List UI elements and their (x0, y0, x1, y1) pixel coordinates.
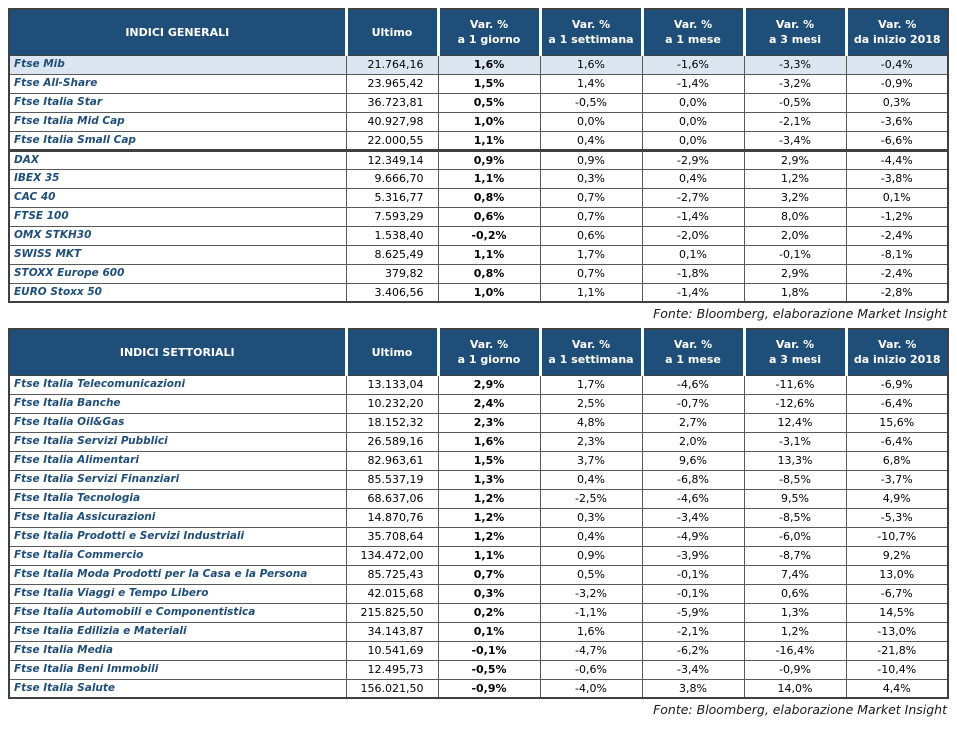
var-pct-value-cell: 0,3% (540, 169, 642, 188)
var-pct-value-cell: -6,0% (744, 527, 846, 546)
var-pct-value-cell: 2,9% (744, 264, 846, 283)
index-row (9, 188, 948, 207)
var-pct-value-cell: -0,5% (744, 93, 846, 112)
index-row (9, 375, 948, 394)
var-pct-value-cell: 12,4% (744, 413, 846, 432)
index-row (9, 527, 948, 546)
var-pct-value-cell: -0,7% (642, 394, 744, 413)
index-row (9, 55, 948, 74)
var-pct-value-cell: -2,8% (846, 283, 948, 302)
var-pct-value-cell: -8,1% (846, 245, 948, 264)
header-line-1: Var. % (878, 338, 917, 352)
var-pct-value-cell: 0,5% (438, 93, 540, 112)
var-pct-value-cell: 0,9% (438, 150, 540, 169)
index-row (9, 660, 948, 679)
var-pct-value-cell: -6,4% (846, 432, 948, 451)
index-row (9, 226, 948, 245)
index-name-cell: EURO Stoxx 50 (9, 283, 346, 302)
var-pct-value-cell: -16,4% (744, 641, 846, 660)
var-pct-value-cell: -6,7% (846, 584, 948, 603)
ultimo-value-cell: 26.589,16 (346, 432, 438, 451)
indici-generali-body (9, 55, 948, 302)
header-line-2: a 1 settimana (548, 33, 634, 47)
var-pct-value-cell: 3,2% (744, 188, 846, 207)
var-pct-value-cell: 0,5% (540, 565, 642, 584)
var-pct-value-cell: -6,4% (846, 394, 948, 413)
var-pct-value-cell: 2,4% (438, 394, 540, 413)
var-pct-value-cell: -13,0% (846, 622, 948, 641)
col-header-var-1-settimana (540, 9, 642, 55)
index-name-cell: Ftse Italia Mid Cap (9, 112, 346, 131)
var-pct-value-cell: 1,8% (744, 283, 846, 302)
index-row (9, 641, 948, 660)
header-line-2: a 1 giorno (457, 353, 521, 367)
var-pct-value-cell: -3,3% (744, 55, 846, 74)
var-pct-value-cell: 7,4% (744, 565, 846, 584)
var-pct-value-cell: -2,4% (846, 226, 948, 245)
var-pct-value-cell: -2,1% (744, 112, 846, 131)
var-pct-value-cell: -2,5% (540, 489, 642, 508)
col-header-var-1-mese (642, 9, 744, 55)
var-pct-value-cell: 1,1% (438, 131, 540, 150)
index-name-cell: Ftse Italia Assicurazioni (9, 508, 346, 527)
index-name-cell: Ftse Italia Alimentari (9, 451, 346, 470)
var-pct-value-cell: 1,6% (540, 622, 642, 641)
ultimo-value-cell: 35.708,64 (346, 527, 438, 546)
ultimo-value-cell: 9.666,70 (346, 169, 438, 188)
var-pct-value-cell: -1,2% (846, 207, 948, 226)
col-header-var-1-giorno (438, 329, 540, 375)
ultimo-value-cell: 85.725,43 (346, 565, 438, 584)
header-line-2: a 1 mese (665, 353, 721, 367)
index-name-cell: Ftse Italia Prodotti e Servizi Industriali (9, 527, 346, 546)
var-pct-value-cell: 0,8% (438, 264, 540, 283)
var-pct-value-cell: 1,2% (744, 169, 846, 188)
index-row (9, 622, 948, 641)
var-pct-value-cell: 0,6% (438, 207, 540, 226)
ultimo-value-cell: 85.537,19 (346, 470, 438, 489)
var-pct-value-cell: 0,2% (438, 603, 540, 622)
var-pct-value-cell: 13,0% (846, 565, 948, 584)
index-row (9, 470, 948, 489)
ultimo-value-cell: 34.143,87 (346, 622, 438, 641)
col-header-ultimo: Ultimo (346, 9, 438, 55)
var-pct-value-cell: 2,3% (540, 432, 642, 451)
indici-generali-header (9, 9, 948, 55)
var-pct-value-cell: 6,8% (846, 451, 948, 470)
header-line-2: a 3 mesi (769, 33, 821, 47)
var-pct-value-cell: 4,9% (846, 489, 948, 508)
header-line-2: da inizio 2018 (853, 353, 941, 367)
var-pct-value-cell: -3,4% (642, 660, 744, 679)
header-line-1: Var. % (775, 338, 815, 352)
var-pct-value-cell: 1,6% (438, 432, 540, 451)
ultimo-value-cell: 42.015,68 (346, 584, 438, 603)
var-pct-value-cell: -4,0% (540, 679, 642, 698)
index-name-cell: STOXX Europe 600 (9, 264, 346, 283)
var-pct-value-cell: -4,7% (540, 641, 642, 660)
var-pct-value-cell: -8,5% (744, 470, 846, 489)
var-pct-value-cell: -0,1% (642, 565, 744, 584)
col-header-var-1-settimana (540, 329, 642, 375)
var-pct-value-cell: 2,3% (438, 413, 540, 432)
ultimo-value-cell: 23.965,42 (346, 74, 438, 93)
table-title-indici-settoriali: INDICI SETTORIALI (9, 329, 346, 375)
var-pct-value-cell: -0,9% (438, 679, 540, 698)
var-pct-value-cell: 0,3% (540, 508, 642, 527)
col-header-var-1-giorno (438, 9, 540, 55)
var-pct-value-cell: -3,4% (642, 508, 744, 527)
header-line-1: Var. % (469, 338, 509, 352)
var-pct-value-cell: -3,8% (846, 169, 948, 188)
var-pct-value-cell: -1,4% (642, 207, 744, 226)
var-pct-value-cell: 0,7% (540, 264, 642, 283)
index-row (9, 131, 948, 150)
col-header-var-inizio-2018 (846, 9, 948, 55)
var-pct-value-cell: -4,9% (642, 527, 744, 546)
ultimo-value-cell: 14.870,76 (346, 508, 438, 527)
ultimo-value-cell: 18.152,32 (346, 413, 438, 432)
ultimo-value-cell: 36.723,81 (346, 93, 438, 112)
var-pct-value-cell: 2,5% (540, 394, 642, 413)
var-pct-value-cell: 1,0% (438, 112, 540, 131)
index-name-cell: FTSE 100 (9, 207, 346, 226)
header-line-2: da inizio 2018 (853, 33, 941, 47)
var-pct-value-cell: -1,4% (642, 283, 744, 302)
header-line-2: a 1 giorno (457, 33, 521, 47)
var-pct-value-cell: -1,1% (540, 603, 642, 622)
var-pct-value-cell: 1,2% (438, 508, 540, 527)
ultimo-value-cell: 68.637,06 (346, 489, 438, 508)
var-pct-value-cell: -3,2% (744, 74, 846, 93)
var-pct-value-cell: -0,1% (744, 245, 846, 264)
index-name-cell: Ftse Italia Automobili e Componentistica (9, 603, 346, 622)
var-pct-value-cell: 1,4% (540, 74, 642, 93)
var-pct-value-cell: 0,4% (642, 169, 744, 188)
var-pct-value-cell: 1,5% (438, 74, 540, 93)
var-pct-value-cell: 3,7% (540, 451, 642, 470)
index-name-cell: OMX STKH30 (9, 226, 346, 245)
ultimo-value-cell: 40.927,98 (346, 112, 438, 131)
var-pct-value-cell: -2,1% (642, 622, 744, 641)
index-name-cell: Ftse Italia Servizi Finanziari (9, 470, 346, 489)
col-header-var-1-mese (642, 329, 744, 375)
header-line-1: Var. % (775, 18, 815, 32)
table-title-indici-generali: INDICI GENERALI (9, 9, 346, 55)
header-line-1: Var. % (571, 338, 611, 352)
col-header-var-3-mesi (744, 329, 846, 375)
var-pct-value-cell: -3,7% (846, 470, 948, 489)
index-name-cell: Ftse Italia Star (9, 93, 346, 112)
var-pct-value-cell: 2,0% (642, 432, 744, 451)
ultimo-value-cell: 10.232,20 (346, 394, 438, 413)
var-pct-value-cell: -2,4% (846, 264, 948, 283)
header-line-1: Var. % (469, 18, 509, 32)
index-name-cell: Ftse Italia Tecnologia (9, 489, 346, 508)
var-pct-value-cell: 1,6% (540, 55, 642, 74)
index-name-cell: Ftse Italia Banche (9, 394, 346, 413)
var-pct-value-cell: -5,9% (642, 603, 744, 622)
indici-settoriali-header (9, 329, 948, 375)
ultimo-value-cell: 8.625,49 (346, 245, 438, 264)
var-pct-value-cell: 2,0% (744, 226, 846, 245)
var-pct-value-cell: 0,0% (642, 112, 744, 131)
var-pct-value-cell: 0,9% (540, 546, 642, 565)
header-line-1: Var. % (571, 18, 611, 32)
index-name-cell: Ftse Italia Beni Immobili (9, 660, 346, 679)
index-row (9, 451, 948, 470)
ultimo-value-cell: 22.000,55 (346, 131, 438, 150)
var-pct-value-cell: -0,1% (438, 641, 540, 660)
index-row (9, 150, 948, 169)
var-pct-value-cell: 2,9% (744, 150, 846, 169)
index-name-cell: Ftse Italia Moda Prodotti per la Casa e la Persona (9, 565, 346, 584)
var-pct-value-cell: -3,2% (540, 584, 642, 603)
var-pct-value-cell: 0,7% (540, 207, 642, 226)
var-pct-value-cell: 0,9% (540, 150, 642, 169)
var-pct-value-cell: -2,0% (642, 226, 744, 245)
ultimo-value-cell: 7.593,29 (346, 207, 438, 226)
index-row (9, 432, 948, 451)
var-pct-value-cell: 1,2% (438, 489, 540, 508)
col-header-var-3-mesi (744, 9, 846, 55)
index-row (9, 546, 948, 565)
var-pct-value-cell: 0,7% (438, 565, 540, 584)
var-pct-value-cell: -3,9% (642, 546, 744, 565)
var-pct-value-cell: -6,2% (642, 641, 744, 660)
index-row (9, 169, 948, 188)
index-name-cell: DAX (9, 150, 346, 169)
index-row (9, 584, 948, 603)
var-pct-value-cell: 0,1% (438, 622, 540, 641)
var-pct-value-cell: 0,0% (540, 112, 642, 131)
var-pct-value-cell: 0,6% (540, 226, 642, 245)
var-pct-value-cell: -0,5% (438, 660, 540, 679)
var-pct-value-cell: -21,8% (846, 641, 948, 660)
ultimo-value-cell: 134.472,00 (346, 546, 438, 565)
header-line-2: a 3 mesi (769, 353, 821, 367)
index-row (9, 112, 948, 131)
var-pct-value-cell: 2,9% (438, 375, 540, 394)
source-note: Fonte: Bloomberg, elaborazione Market Insight (653, 702, 947, 717)
var-pct-value-cell: 14,5% (846, 603, 948, 622)
header-line-1: Var. % (673, 18, 713, 32)
var-pct-value-cell: -6,8% (642, 470, 744, 489)
var-pct-value-cell: -4,6% (642, 489, 744, 508)
var-pct-value-cell: 0,4% (540, 527, 642, 546)
indici-settoriali-body (9, 375, 948, 698)
var-pct-value-cell: -11,6% (744, 375, 846, 394)
var-pct-value-cell: -1,8% (642, 264, 744, 283)
ultimo-value-cell: 3.406,56 (346, 283, 438, 302)
ultimo-value-cell: 5.316,77 (346, 188, 438, 207)
var-pct-value-cell: -12,6% (744, 394, 846, 413)
index-name-cell: IBEX 35 (9, 169, 346, 188)
index-name-cell: Ftse Mib (9, 55, 346, 74)
var-pct-value-cell: -0,9% (846, 74, 948, 93)
var-pct-value-cell: 1,5% (438, 451, 540, 470)
var-pct-value-cell: 4,4% (846, 679, 948, 698)
var-pct-value-cell: 1,2% (744, 622, 846, 641)
ultimo-value-cell: 82.963,61 (346, 451, 438, 470)
index-name-cell: Ftse Italia Salute (9, 679, 346, 698)
index-row (9, 264, 948, 283)
var-pct-value-cell: 1,2% (438, 527, 540, 546)
var-pct-value-cell: 1,7% (540, 375, 642, 394)
ultimo-value-cell: 156.021,50 (346, 679, 438, 698)
var-pct-value-cell: -4,6% (642, 375, 744, 394)
var-pct-value-cell: 0,0% (642, 93, 744, 112)
indici-settoriali-table (8, 328, 949, 699)
var-pct-value-cell: 1,1% (438, 245, 540, 264)
index-row (9, 74, 948, 93)
var-pct-value-cell: 9,2% (846, 546, 948, 565)
var-pct-value-cell: 8,0% (744, 207, 846, 226)
var-pct-value-cell: 1,1% (540, 283, 642, 302)
var-pct-value-cell: -0,4% (846, 55, 948, 74)
var-pct-value-cell: -10,4% (846, 660, 948, 679)
var-pct-value-cell: 15,6% (846, 413, 948, 432)
ultimo-value-cell: 10.541,69 (346, 641, 438, 660)
var-pct-value-cell: -5,3% (846, 508, 948, 527)
var-pct-value-cell: -0,2% (438, 226, 540, 245)
index-row (9, 283, 948, 302)
var-pct-value-cell: 0,1% (642, 245, 744, 264)
index-row (9, 394, 948, 413)
index-row (9, 603, 948, 622)
var-pct-value-cell: 0,4% (540, 470, 642, 489)
var-pct-value-cell: -6,9% (846, 375, 948, 394)
index-row (9, 679, 948, 698)
source-note: Fonte: Bloomberg, elaborazione Market Insight (653, 306, 947, 321)
col-header-var-inizio-2018 (846, 329, 948, 375)
var-pct-value-cell: 9,5% (744, 489, 846, 508)
var-pct-value-cell: -10,7% (846, 527, 948, 546)
var-pct-value-cell: 0,4% (540, 131, 642, 150)
var-pct-value-cell: 2,7% (642, 413, 744, 432)
index-name-cell: Ftse Italia Viaggi e Tempo Libero (9, 584, 346, 603)
var-pct-value-cell: 3,8% (642, 679, 744, 698)
index-row (9, 508, 948, 527)
index-name-cell: Ftse Italia Small Cap (9, 131, 346, 150)
ultimo-value-cell: 12.349,14 (346, 150, 438, 169)
index-row (9, 413, 948, 432)
ultimo-value-cell: 379,82 (346, 264, 438, 283)
var-pct-value-cell: 4,8% (540, 413, 642, 432)
header-row (9, 329, 948, 375)
index-name-cell: CAC 40 (9, 188, 346, 207)
ultimo-value-cell: 1.538,40 (346, 226, 438, 245)
var-pct-value-cell: -1,6% (642, 55, 744, 74)
var-pct-value-cell: -3,1% (744, 432, 846, 451)
index-row (9, 207, 948, 226)
index-name-cell: Ftse Italia Media (9, 641, 346, 660)
header-line-1: Var. % (673, 338, 713, 352)
var-pct-value-cell: 1,7% (540, 245, 642, 264)
index-name-cell: Ftse All-Share (9, 74, 346, 93)
ultimo-value-cell: 13.133,04 (346, 375, 438, 394)
var-pct-value-cell: -0,9% (744, 660, 846, 679)
header-line-2: a 1 mese (665, 33, 721, 47)
var-pct-value-cell: 9,6% (642, 451, 744, 470)
var-pct-value-cell: -8,5% (744, 508, 846, 527)
var-pct-value-cell: -8,7% (744, 546, 846, 565)
var-pct-value-cell: -3,6% (846, 112, 948, 131)
var-pct-value-cell: -1,4% (642, 74, 744, 93)
var-pct-value-cell: 1,3% (744, 603, 846, 622)
var-pct-value-cell: 1,0% (438, 283, 540, 302)
header-line-2: a 1 settimana (548, 353, 634, 367)
ultimo-value-cell: 215.825,50 (346, 603, 438, 622)
var-pct-value-cell: 0,6% (744, 584, 846, 603)
col-header-ultimo: Ultimo (346, 329, 438, 375)
var-pct-value-cell: 1,3% (438, 470, 540, 489)
var-pct-value-cell: 0,7% (540, 188, 642, 207)
index-name-cell: Ftse Italia Servizi Pubblici (9, 432, 346, 451)
ultimo-value-cell: 12.495,73 (346, 660, 438, 679)
index-name-cell: SWISS MKT (9, 245, 346, 264)
header-row (9, 9, 948, 55)
var-pct-value-cell: -3,4% (744, 131, 846, 150)
var-pct-value-cell: -2,9% (642, 150, 744, 169)
ultimo-value-cell: 21.764,16 (346, 55, 438, 74)
var-pct-value-cell: -0,5% (540, 93, 642, 112)
var-pct-value-cell: 1,6% (438, 55, 540, 74)
var-pct-value-cell: 0,1% (846, 188, 948, 207)
var-pct-value-cell: 0,3% (438, 584, 540, 603)
var-pct-value-cell: -0,6% (540, 660, 642, 679)
header-line-1: Var. % (878, 18, 917, 32)
index-row (9, 93, 948, 112)
var-pct-value-cell: 1,1% (438, 546, 540, 565)
var-pct-value-cell: 0,3% (846, 93, 948, 112)
index-name-cell: Ftse Italia Edilizia e Materiali (9, 622, 346, 641)
index-row (9, 489, 948, 508)
var-pct-value-cell: 0,0% (642, 131, 744, 150)
index-name-cell: Ftse Italia Oil&Gas (9, 413, 346, 432)
index-row (9, 565, 948, 584)
var-pct-value-cell: -4,4% (846, 150, 948, 169)
indici-generali-table (8, 8, 949, 303)
var-pct-value-cell: 1,1% (438, 169, 540, 188)
var-pct-value-cell: -6,6% (846, 131, 948, 150)
var-pct-value-cell: 13,3% (744, 451, 846, 470)
index-name-cell: Ftse Italia Commercio (9, 546, 346, 565)
var-pct-value-cell: -2,7% (642, 188, 744, 207)
var-pct-value-cell: 14,0% (744, 679, 846, 698)
var-pct-value-cell: -0,1% (642, 584, 744, 603)
var-pct-value-cell: 0,8% (438, 188, 540, 207)
index-row (9, 245, 948, 264)
index-name-cell: Ftse Italia Telecomunicazioni (9, 375, 346, 394)
